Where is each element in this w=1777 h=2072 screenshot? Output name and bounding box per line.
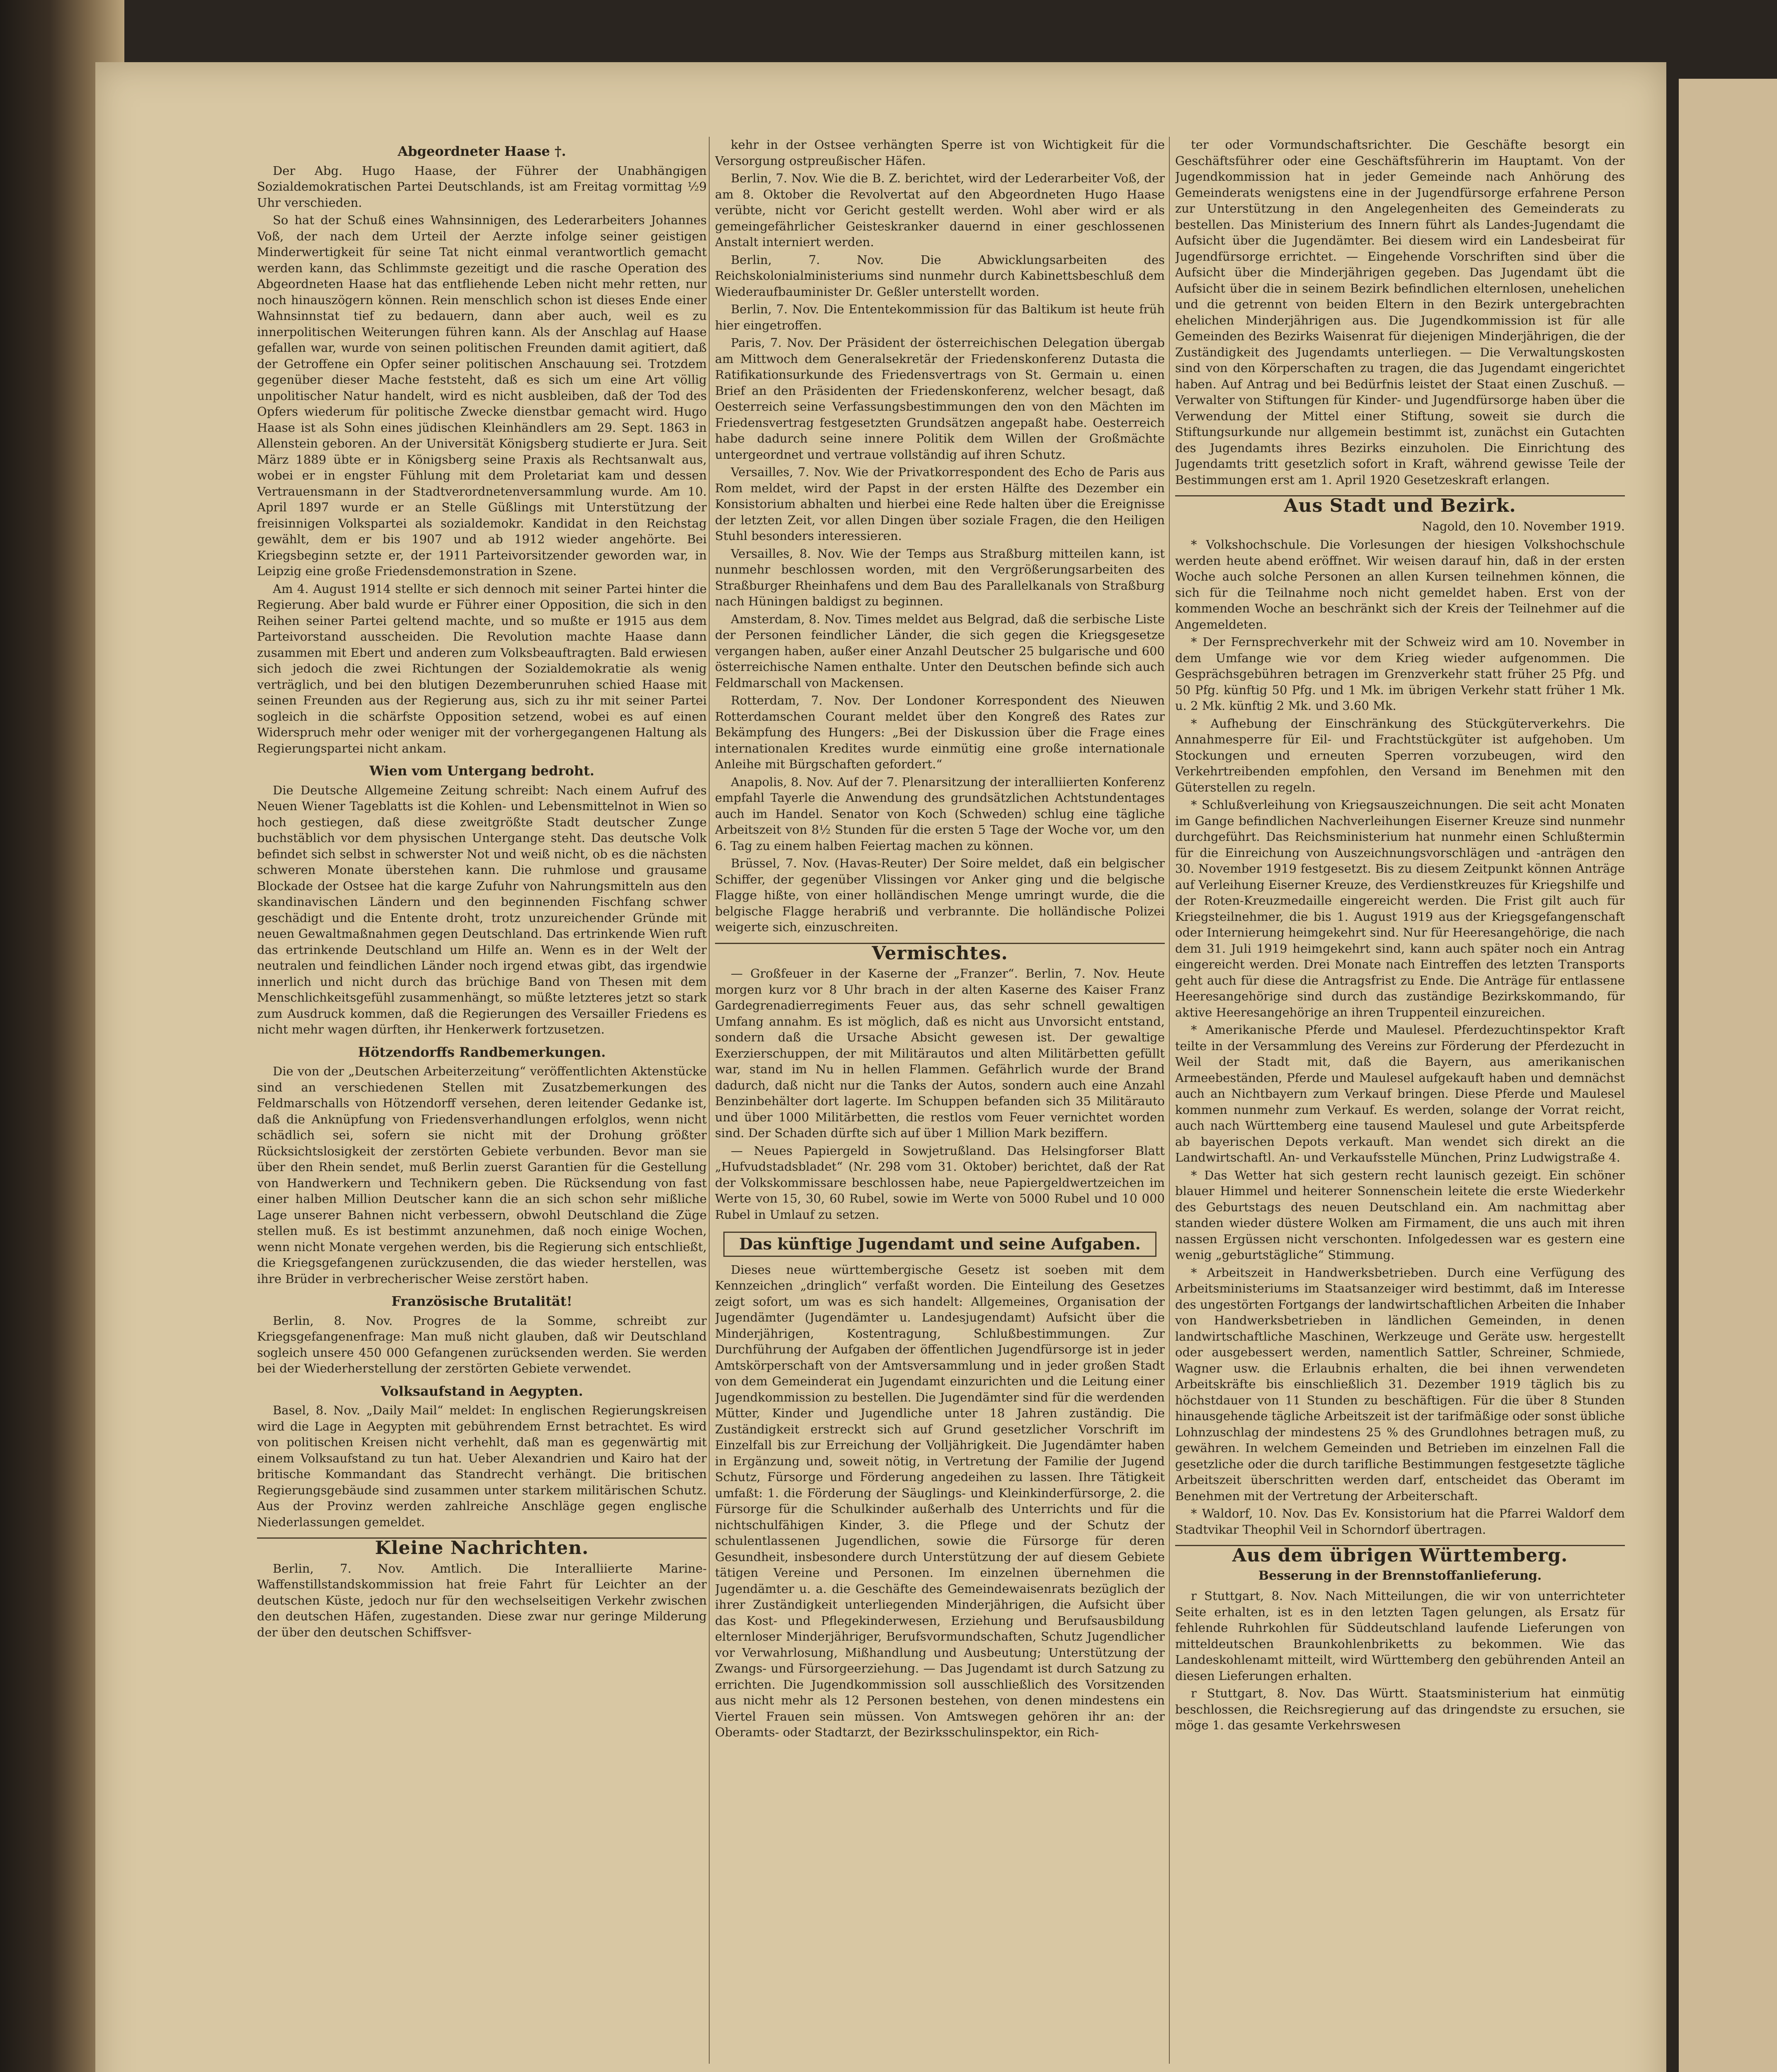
column-rule — [1169, 137, 1170, 2064]
paragraph: Berlin, 7. Nov. Die Ententekommission für das Baltikum ist heute früh hier eingetroffen. — [715, 302, 1165, 332]
article-heading: Französische Brutalität! — [391, 1293, 572, 1309]
paragraph: kehr in der Ostsee verhängten Sperre ist von Wichtigkeit für die Versorgung ostpreußischer Häfen. — [715, 138, 1165, 168]
paragraph: Berlin, 7. Nov. Die Abwicklungsarbeiten des Reichskolonialministeriums sind nunmehr durch Kabinettsbeschluß dem Wiederaufbauminister Dr. Geßler unterstellt worden. — [715, 252, 1165, 299]
paragraph: Die von der „Deutschen Arbeiterzeitung“ veröffentlichten Aktenstücke sind an verschiedenen Stellen mit Zusatzbemerkungen des Feldmarschalls von Hötzendorff versehen, deren leitender Gedanke ist, daß die Anknüpfung von Friedensverhandlungen erfolglos, wenn nicht schädlich sei, sofern sie nicht mit der Drohung größter Rücksichtslosigkeit der zerstörten Gebiete verbunden. Bevor man sie über den Rhein sendet, muß Berlin zuerst Garantien für die Gestellung von Handwerkern und Technikern geben. Die Rücksendung von fast einer halben Million Deutscher kann die an sich schon sehr mißliche Lage unserer Bahnen nicht verbessern, obwohl Deutschland die Züge stellen muß. Es ist bestimmt anzunehmen, daß noch einige Wochen, wenn nicht Monate vergehen werden, bis die Regierung sich entschließt, die Kriegsgefangenen zurückzusenden, die das wieder herstellen, was ihre Brüder in verbrecherischer Weise zerstört haben. — [257, 1064, 707, 1286]
paragraph: * Aufhebung der Einschränkung des Stückgüterverkehrs. Die Annahmesperre für Eil- und Frachtstückgüter ist aufgehoben. Um Stockungen und erneuten Sperren vorzubeugen, wird den Verkehrtreibenden empfohlen, den Versand im Benehmen mit den Güterstellen zu regeln. — [1175, 716, 1625, 794]
section-heading: Kleine Nachrichten. — [257, 1537, 707, 1556]
boxed-heading: Das künftige Jugendamt und seine Aufgaben. — [723, 1232, 1156, 1257]
paragraph: Berlin, 7. Nov. Wie die B. Z. berichtet, wird der Lederarbeiter Voß, der am 8. Oktober die Revolvertat auf den Abgeordneten Hugo Haase verübte, nicht vor Gericht gestellt werden. Wohl aber wird er als gemeingefährlicher Geisteskranker dauernd in einer geschlossenen Anstalt interniert werden. — [715, 171, 1165, 249]
adjacent-page-edge — [1679, 79, 1777, 2072]
paragraph: * Schlußverleihung von Kriegsauszeichnungen. Die seit acht Monaten im Gange befindlichen Nachverleihungen Eiserner Kreuze sind nunmehr durchgeführt. Das Reichsministerium hat nunmehr einen Schlußtermin für die Einreichung von Auszeichnungsvorschlägen und -anträgen den 30. November 1919 festgesetzt. Bis zu diesem Zeitpunkt können Anträge auf Verleihung Eiserner Kreuze, des Verdienstkreuzes für Kriegshilfe und der Roten-Kreuzmedaille eingereicht werden. Die Frist gilt auch für Kriegsteilnehmer, die bis 1. August 1919 aus der Kriegsgefangenschaft oder Internierung heimgekehrt sind. Nur für Heeresangehörige, die nach dem 31. Juli 1919 heimgekehrt sind, kann auch später noch ein Antrag eingereicht werden. Drei Monate nach Eintreffen des letzten Transports geht auch für diese die Antragsfrist zu Ende. Die Anträge für entlassene Heeresangehörige sind durch das zuständige Bezirkskommando, für aktive Heeresangehörige an ihren Truppenteil einzureichen. — [1175, 798, 1625, 1019]
paragraph: * Das Wetter hat sich gestern recht launisch gezeigt. Ein schöner blauer Himmel und heiterer Sonnenschein leitete die erste Wiederkehr des Geburtstags des neuen Deutschland ein. Am nachmittag aber standen wieder düstere Wolken am Firmament, die uns auch mit ihren nassen Ergüssen nicht verschonten. Infolgedessen war es gestern eine wenig „geburtstägliche“ Stimmung. — [1175, 1168, 1625, 1262]
subheading: Besserung in der Brennstoffanlieferung. — [1258, 1568, 1542, 1583]
paragraph: r Stuttgart, 8. Nov. Nach Mitteilungen, die wir von unterrichteter Seite erhalten, ist es in den letzten Tagen gelungen, als Ersatz für fehlende Ruhrkohlen für Süddeutschland laufende Lieferungen von mitteldeutschen Braunkohlenbriketts zu bekommen. Wie das Landeskohlenamt mitteilt, wird Württemberg den gebührenden Anteil an diesen Lieferungen erhalten. — [1175, 1589, 1625, 1683]
paragraph: Versailles, 7. Nov. Wie der Privatkorrespondent des Echo de Paris aus Rom meldet, wird der Papst in der ersten Hälfte des Dezember ein Konsistorium abhalten und hierbei eine Rede halten über die Ereignisse der letzten Zeit, vor allen Dingen über soziale Fragen, die den Heiligen Stuhl besonders interessieren. — [715, 465, 1165, 543]
dateline: Nagold, den 10. November 1919. — [1422, 519, 1625, 533]
article-heading: Hötzendorffs Randbemerkungen. — [358, 1044, 606, 1060]
paragraph: * Waldorf, 10. Nov. Das Ev. Konsistorium hat die Pfarrei Waldorf dem Stadtvikar Theophil Veil in Schorndorf übertragen. — [1175, 1506, 1625, 1537]
paragraph: Der Abg. Hugo Haase, der Führer der Unabhängigen Sozialdemokratischen Partei Deutschlands, ist am Freitag vormittag ½9 Uhr verschieden. — [257, 163, 707, 210]
paragraph: * Arbeitszeit in Handwerksbetrieben. Durch eine Verfügung des Arbeitsministeriums im Staatsanzeiger wird bestimmt, daß im Interesse des ungestörten Fortgangs der landwirtschaftlichen Arbeiten die Inhaber von Handwerksbetrieben in ländlichen Gemeinden, in denen landwirtschaftliche Maschinen, Werkzeuge und Geräte usw. hergestellt oder ausgebessert werden, namentlich Sattler, Schreiner, Schmiede, Wagner usw. die Erlaubnis erhalten, die bei ihnen verwendeten Arbeitskräfte bis einschließlich 31. Dezember 1919 täglich bis zu höchstdauer von 11 Stunden zu beschäftigen. Für die über 8 Stunden hinausgehende tägliche Arbeitszeit ist der tarifmäßige oder sonst übliche Lohnzuschlag der mindestens 25 % des Grundlohnes betragen muß, zu gewähren. In welchem Gemeinden und Betrieben im einzelnen Fall die gesetzliche oder die durch tarifliche Bestimmungen festgesetzte tägliche Arbeitszeit überschritten werden darf, entscheidet das Oberamt im Benehmen mit der Vertretung der Arbeiterschaft. — [1175, 1265, 1625, 1503]
paragraph: Dieses neue württembergische Gesetz ist soeben mit dem Kennzeichen „dringlich“ verfaßt worden. Die Einteilung des Gesetzes zeigt sofort, um was es sich handelt: Allgemeines, Organisation der Jugendämter (Jugendämter u. Landesjugendamt) Aufsicht über die Minderjährigen, Kostentragung, Schlußbestimmungen. Zur Durchführung der Aufgaben der öffentlichen Jugendfürsorge ist in jeder Amtskörperschaft von der Amtsversammlung und in jeder großen Stadt von dem Gemeinderat ein Jugendamt einzurichten und die Leitung einer Jugendkommission zu bestellen. Die Jugendämter sind für die werdenden Mütter, Kinder und Jugendliche unter 18 Jahren zuständig. Die Zuständigkeit erstreckt sich auf Grund gesetzlicher Vorschrift im Einzelfall bis zur Erreichung der Volljährigkeit. Die Jugendämter haben in Ergänzung und, soweit nötig, in Vertretung der Familie der Jugend Schutz, Fürsorge und Förderung angedeihen zu lassen. Ihre Tätigkeit umfaßt: 1. die Förderung der Säuglings- und Kleinkinderfürsorge, 2. die Fürsorge für die Schulkinder außerhalb des Unterrichts und für die nichtschulfähigen Kinder, 3. die Pflege und der Schutz der schulentlassenen Jugendlichen, sowie die Fürsorge für deren Gesundheit, insbesondere durch Unterstützung der auf diesem Gebiete tätigen Vereine und Personen. Im einzelnen übernehmen die Jugendämter u. a. die Geschäfte des Gemeindewaisenrats bezüglich der ihrer Zuständigkeit unterliegenden Minderjährigen, die Aufsicht über das Kost- und Pflegekinderwesen, Erziehung und Berufsausbildung elternloser Minderjähriger, Berufsvormundschaften, Schutz Jugendlicher vor Verwahrlosung, Mißhandlung und Ausbeutung; Unterstützung der Zwangs- und Fürsorgeerziehung. — Das Jugendamt ist durch Satzung zu errichten. Die Jugendkommission soll ausschließlich des Vorsitzenden aus nicht mehr als 12 Personen bestehen, von denen mindestens ein Viertel Frauen sein müssen. Von Amtswegen gehören ihr an: der Oberamts- oder Stadtarzt, der Bezirksschulinspektor, ein Rich- — [715, 1262, 1165, 1739]
paragraph: — Neues Papiergeld in Sowjetrußland. Das Helsingforser Blatt „Hufvudstadsbladet“ (Nr. 298 vom 31. Oktober) berichtet, daß der Rat der Volkskommissare beschlossen habe, neue Papiergeldwertzeichen im Werte von 15, 30, 60 Rubel, sowie im Werte von 5000 Rubel und 10 000 Rubel in Umlauf zu setzen. — [715, 1143, 1165, 1222]
column-rule — [709, 137, 710, 2064]
paragraph: * Amerikanische Pferde und Maulesel. Pferdezuchtinspektor Kraft teilte in der Versammlung des Vereins zur Förderung der Pferdezucht in Weil der Stadt mit, daß die Bayern, aus amerikanischen Armeebeständen, Pferde und Maulesel aufgekauft haben und demnächst auch an Nichtbayern zum Verkauf bringen. Diese Pferde und Maulesel kommen nunmehr zum Verkauf. Es werden, solange der Vorrat reicht, auch nach Württemberg eine tausend Maulesel und gute Arbeitspferde ab bayerischen Depots verkauft. Man wendet sich direkt an die Landwirtschaftl. An- und Verkaufsstelle München, Prinz Ludwigstraße 4. — [1175, 1023, 1625, 1164]
paragraph: Versailles, 8. Nov. Wie der Temps aus Straßburg mitteilen kann, ist nunmehr beschlossen worden, mit den Vergrößerungsarbeiten des Straßburger Rheinhafens und dem Bau des Parallelkanals von Straßburg nach Hüningen baldigst zu beginnen. — [715, 546, 1165, 608]
paragraph: Basel, 8. Nov. „Daily Mail“ meldet: In englischen Regierungskreisen wird die Lage in Aegypten mit gebührendem Ernst betrachtet. Es wird von politischen Kreisen nicht verhehlt, daß man es gegenwärtig mit einem Volksaufstand zu tun hat. Ueber Alexandrien und Kairo hat der britische Kommandant das Standrecht verhängt. Die britischen Regierungsgebäude sind zusammen unter starkem militärischen Schutz. Aus der Provinz werden zahlreiche Anschläge gegen englische Niederlassungen gemeldet. — [257, 1403, 707, 1529]
paragraph: So hat der Schuß eines Wahnsinnigen, des Lederarbeiters Johannes Voß, der nach dem Urteil der Aerzte infolge seiner geistigen Minderwertigkeit für seine Tat nicht einmal verantwortlich gemacht werden kann, das Schlimmste gezeitigt und die rasche Operation des Abgeordneten Haase hat das entfliehende Leben nicht mehr retten, nur noch hinauszögern können. Rein menschlich schon ist dieses Ende einer Wahnsinnstat tief zu bedauern, dann aber auch, weil es zu innerpolitischen Weiterungen führen kann. Als der Anschlag auf Haase gefallen war, wurde von seinen politischen Freunden damit agitiert, daß der Getroffene ein Opfer seiner politischen Anschauung sei. Trotzdem gegenüber dieser Mache feststeht, daß es sich um eine Art völlig unpolitischer Natur handelt, wird es nicht ausbleiben, daß der Tod des Opfers wiederum für politische Zwecke dienstbar gemacht wird. Hugo Haase ist als Sohn eines jüdischen Kleinhändlers am 29. Sept. 1863 in Allenstein geboren. An der Universität Königsberg studierte er Jura. Seit März 1889 übte er in Königsberg seine Praxis als Rechtsanwalt aus, wobei er in engster Fühlung mit dem Proletariat kam und dessen Vertrauensmann in der Stadtverordnetenversammlung wurde. Am 10. April 1897 wurde er an Stelle Güßlings mit Unterstützung der freisinnigen Volkspartei als sozialdemokr. Kandidat in den Reichstag gewählt, dem er bis 1907 und ab 1912 wieder angehörte. Bei Kriegsbeginn setzte er, der 1911 Parteivorsitzender geworden war, in Leipzig eine große Friedensdemonstration in Szene. — [257, 213, 707, 578]
article-heading: Abgeordneter Haase †. — [398, 143, 566, 159]
paragraph: Am 4. August 1914 stellte er sich dennoch mit seiner Partei hinter die Regierung. Aber bald wurde er Führer einer Opposition, die sich in den Reihen seiner Partei geltend machte, und so mußte er 1915 aus dem Parteivorstand ausscheiden. Die Revolution machte Haase dann zusammen mit Ebert und anderen zum Volksbeauftragten. Bald erwiesen sich jedoch die zwei Richtungen der Sozialdemokratie als wenig verträglich, und bei den blutigen Dezemberunruhen schied Haase mit seinen Freunden aus der Regierung aus, sich zu ihr mit seiner Partei sogleich in die schärfste Opposition setzend, wobei es auf einen Widerspruch mehr oder weniger mit der vorhergegangenen Haltung als Regierungspartei nicht ankam. — [257, 581, 707, 755]
section-heading: Aus Stadt und Bezirk. — [1175, 495, 1625, 514]
paragraph: Berlin, 8. Nov. Progres de la Somme, schreibt zur Kriegsgefangenenfrage: Man muß nicht glauben, daß wir Deutschland sogleich unsere 450 000 Gefangenen zurücksenden werden. Sie werden bei der Wiederherstellung der zerstörten Gebiete verwendet. — [257, 1313, 707, 1375]
column-2 — [715, 137, 1165, 2072]
article-heading: Wien vom Untergang bedroht. — [369, 763, 594, 779]
paragraph: — Großfeuer in der Kaserne der „Franzer“. Berlin, 7. Nov. Heute morgen kurz vor 8 Uhr brach in der alten Kaserne des Kaiser Franz Gardegrenadierregiments Feuer aus, das sehr schnell gewaltigen Umfang annahm. Es ist möglich, daß es nicht aus Unvorsicht entstand, sondern daß die Ursache Absicht gewesen ist. Der gewaltige Exerzierschuppen, der mit Militärautos und alten Militärbetten gefüllt war, stand im Nu in hellen Flammen. Gefährlich wurde der Brand dadurch, daß nicht nur die Tanks der Autos, sondern auch eine Anzahl Benzinbehälter dort lagerte. Im Schuppen befanden sich 35 Militärauto und über 1000 Militärbetten, die restlos vom Feuer vernichtet worden sind. Der Schaden dürfte sich auf über 1 Million Mark beziffern. — [715, 966, 1165, 1140]
paragraph: ter oder Vormundschaftsrichter. Die Geschäfte besorgt ein Geschäftsführer oder eine Geschäftsführerin im Hauptamt. Von der Jugendkommission hat in jeder Gemeinde nach Anhörung des Gemeinderats wenigstens eine in der Jugendfürsorge erfahrene Person zur Unterstützung in den Angelegenheiten des Gemeinderats zu bestellen. Das Ministerium des Innern führt als Landes-Jugendamt die Aufsicht über die Jugendämter. Bei diesem wird ein Landesbeirat für Jugendfürsorge errichtet. — Eingehende Vorschriften sind über die Aufsicht über die Minderjährigen gegeben. Das Jugendamt übt die Aufsicht über die in seinem Bezirk befindlichen elternlosen, unehelichen und die getrennt von beiden Eltern in den Bezirk untergebrachten ehelichen Minderjährigen aus. Die Jugendkommission ist für alle Gemeinden des Bezirks Waisenrat für diejenigen Minderjährigen, die der Zuständigkeit des Jugendamts unterliegen. — Die Verwaltungskosten sind von den Körperschaften zu tragen, die das Jugendamt eingerichtet haben. Auf Antrag und bei Bedürfnis leistet der Staat einen Zuschuß. — Verwalter von Stiftungen für Kinder- und Jugendfürsorge haben über die Verwendung der Mittel einer Stiftung, soweit sie durch die Stiftungsurkunde nur allgemein bestimmt ist, zunächst ein Gutachten des Jugendamts ihres Bezirks einzuholen. Die Einrichtung des Jugendamts tritt gesetzlich sofort in Kraft, während gewisse Teile der Bestimmungen erst am 1. April 1920 Gesetzeskraft erlangen. — [1175, 138, 1625, 487]
paragraph: Rotterdam, 7. Nov. Der Londoner Korrespondent des Nieuwen Rotterdamschen Courant meldet über den Kongreß des Rates zur Bekämpfung des Hungers: „Bei der Diskussion über die Frage eines internationalen Kredites wurde einmütig eine große internationale Anleihe mit Bürgschaften gefordert.“ — [715, 693, 1165, 771]
column-3 — [1175, 137, 1625, 2072]
paragraph: Brüssel, 7. Nov. (Havas-Reuter) Der Soire meldet, daß ein belgischer Schiffer, der gegenüber Vlissingen vor Anker ging und die belgische Flagge hißte, von einer holländischen Menge umringt wurde, die die belgische Flagge herabriß und verbrannte. Die holländische Polizei weigerte sich, einzuschreiten. — [715, 856, 1165, 934]
paragraph: Amsterdam, 8. Nov. Times meldet aus Belgrad, daß die serbische Liste der Personen feindlicher Länder, die sich gegen die Kriegsgesetze vergangen haben, außer einer Anzahl Deutscher 25 bulgarische und 600 österreichische Namen enthalte. Unter den Deutschen befinde sich auch Feldmarschall von Mackensen. — [715, 612, 1165, 690]
article-heading: Volksaufstand in Aegypten. — [381, 1383, 583, 1399]
paragraph: r Stuttgart, 8. Nov. Das Württ. Staatsministerium hat einmütig beschlossen, die Reichsregierung auf das dringendste zu ersuchen, sie möge 1. das gesamte Verkehrswesen — [1175, 1686, 1625, 1732]
section-heading: Aus dem übrigen Württemberg. — [1175, 1545, 1625, 1564]
section-heading: Vermischtes. — [715, 943, 1165, 962]
paragraph: Paris, 7. Nov. Der Präsident der österreichischen Delegation übergab am Mittwoch dem Generalsekretär der Friedenskonferenz Dutasta die Ratifikationsurkunde des Friedensvertrags von St. Germain u. einen Brief an den Präsidenten der Friedenskonferenz, welcher besagt, daß Oesterreich seine Verfassungsbestimmungen den von den Mächten im Friedensvertrag festgesetzten Grundsätzen angepaßt habe. Oesterreich habe dadurch seine innere Politik dem Willen der Großmächte untergeordnet und vertraue vollständig auf ihren Schutz. — [715, 336, 1165, 462]
paragraph: Berlin, 7. Nov. Amtlich. Die Interalliierte Marine-Waffenstillstandskommission hat freie Fahrt für Leichter an der deutschen Küste, jedoch nur für den wechselseitigen Verkehr zwischen den deutschen Häfen, zugestanden. Diese zwar nur geringe Milderung der über den deutschen Schiffsver- — [257, 1561, 707, 1639]
column-1 — [257, 137, 707, 2072]
paragraph: Anapolis, 8. Nov. Auf der 7. Plenarsitzung der interalliierten Konferenz empfahl Tayerle die Anwendung des grundsätzlichen Achtstundentages auch im Handel. Senator von Koch (Schweden) schlug eine tägliche Arbeitszeit von 8½ Stunden für die ersten 5 Tage der Woche vor, um den 6. Tag zu einem halben Feiertag machen zu können. — [715, 775, 1165, 853]
paragraph: Die Deutsche Allgemeine Zeitung schreibt: Nach einem Aufruf des Neuen Wiener Tageblatts ist die Kohlen- und Lebensmittelnot in Wien so hoch gestiegen, daß diese zweitgrößte Stadt deutscher Zunge buchstäblich vor dem physischen Untergange steht. Das deutsche Volk befindet sich selbst in schwerster Not und weiß nicht, ob es die nächsten schweren Monate überstehen kann. Die ruhmlose und grausame Blockade der Ostsee hat die karge Zufuhr von Nahrungsmitteln aus den skandinavischen Ländern und den beginnenden Fischfang schwer geschädigt und die Entente droht, trotz unzureichender Gründe mit neuen Gewaltmaßnahmen gegen Deutschland. Das ertrinkende Wien ruft das ertrinkende Deutschland um Hilfe an. Wenn es in der Welt der neutralen und feindlichen Länder noch irgend etwas gibt, das irgendwie innerlich und nicht durch das brüchige Band von Thesen mit dem Menschlichkeitsgefühl zusammenhängt, so müßte letzteres jetzt so stark zum Ausdruck kommen, daß die Regierungen des Versailler Friedens es nicht mehr wagen dürften, ihr Henkerwerk fortzusetzen. — [257, 783, 707, 1036]
paragraph: * Volkshochschule. Die Vorlesungen der hiesigen Volkshochschule werden heute abend eröffnet. Wir weisen darauf hin, daß in der ersten Woche auch solche Personen an allen Kursen teilnehmen können, die sich für die Teilnahme noch nicht gemeldet haben. Erst von der kommenden Woche an beschränkt sich der Kreis der Teilnehmer auf die Angemeldeten. — [1175, 537, 1625, 632]
paragraph: * Der Fernsprechverkehr mit der Schweiz wird am 10. November in dem Umfange wie vor dem Krieg wieder aufgenommen. Die Gesprächsgebühren betragen im Grenzverkehr statt früher 25 Pfg. und 50 Pfg. künftig 50 Pfg. und 1 Mk. im übrigen Verkehr statt früher 1 Mk. u. 2 Mk. künftig 2 Mk. und 3.60 Mk. — [1175, 635, 1625, 713]
